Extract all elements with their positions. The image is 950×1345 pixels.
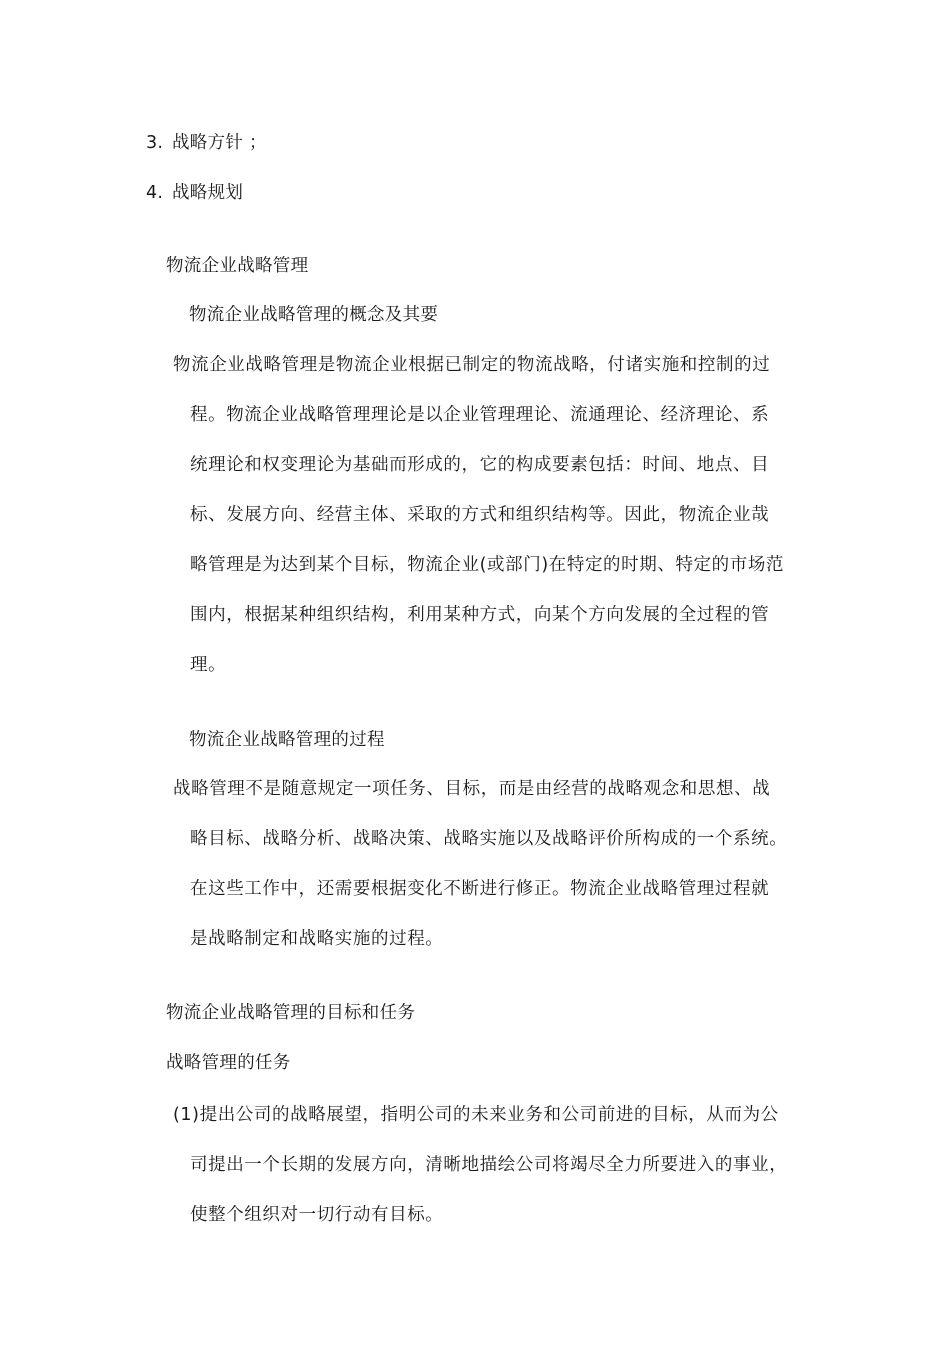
paragraph-line: 在这些工作中，还需要根据变化不断进行修正。物流企业战略管理过程就 xyxy=(190,879,770,899)
paragraph-line: 程。物流企业战略管理理论是以企业管理理论、流通理论、经济理论、系 xyxy=(190,405,770,425)
subsection-heading: 物流企业战略管理的概念及其要 xyxy=(189,305,439,325)
paragraph-line: 物流企业战略管理是物流企业根据已制定的物流战略，付诸实施和控制的过 xyxy=(173,355,771,375)
list-text: 战略方针 ； xyxy=(172,133,267,153)
section-heading: 物流企业战略管理的目标和任务 xyxy=(166,1003,416,1023)
subsection-heading: 物流企业战略管理的过程 xyxy=(189,730,385,750)
paragraph-line: 略管理是为达到某个目标，物流企业(或部门)在特定的时期、特定的市场范 xyxy=(190,555,785,575)
paragraph-line: 略目标、战略分析、战略决策、战略实施以及战略评价所构成的一个系统。 xyxy=(190,829,788,849)
paragraph-line: 使整个组织对一切行动有目标。 xyxy=(190,1205,444,1225)
list-number: 3. xyxy=(146,133,164,153)
paragraph-line: (1)提出公司的战略展望，指明公司的未来业务和公司前进的目标，从而为公 xyxy=(173,1105,779,1125)
list-number: 4. xyxy=(146,183,164,203)
paragraph-line: 理。 xyxy=(190,655,227,675)
paragraph-line: 围内，根据某种组织结构，利用某种方式，向某个方向发展的全过程的管 xyxy=(190,605,770,625)
paragraph-line: 标、发展方向、经营主体、采取的方式和组织结构等。因此，物流企业哉 xyxy=(190,505,770,525)
list-item xyxy=(146,181,243,205)
section-heading: 战略管理的任务 xyxy=(166,1053,291,1073)
paragraph-line: 战略管理不是随意规定一项任务、目标，而是由经营的战略观念和思想、战 xyxy=(173,779,771,799)
list-text: 战略规划 xyxy=(172,183,244,203)
paragraph-line: 司提出一个长期的发展方向，清晰地描绘公司将竭尽全力所要进入的事业， xyxy=(190,1155,788,1175)
paragraph-line: 统理论和权变理论为基础而形成的，它的构成要素包括：时间、地点、目 xyxy=(190,455,770,475)
paragraph-line: 是战略制定和战略实施的过程。 xyxy=(190,929,444,949)
section-heading: 物流企业战略管理 xyxy=(166,256,309,276)
list-item xyxy=(146,131,267,155)
